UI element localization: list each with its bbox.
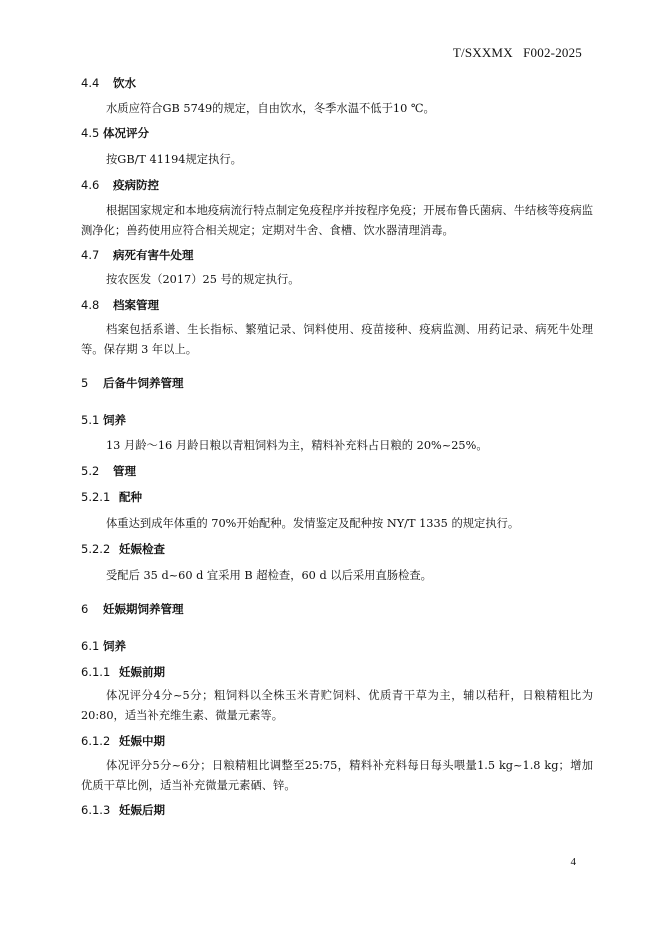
heading-title: 妊娠检查	[119, 542, 165, 556]
heading-title: 饮水	[113, 76, 136, 90]
paragraph-4-4: 水质应符合GB 5749的规定，自由饮水，冬季水温不低于10 ℃。	[106, 102, 435, 115]
heading-number: 6.1.3	[81, 803, 111, 817]
paragraph-4-6: 根据国家规定和本地疫病流行特点制定免疫程序并按程序免疫；开展布鲁氏菌病、牛结核等疫病监测净化；兽药使用应符合相关规定；定期对牛舍、食槽、饮水器清理消毒。	[81, 204, 593, 237]
heading-title: 饲养	[103, 413, 126, 427]
heading-number: 6.1	[81, 639, 100, 653]
heading-title: 妊娠中期	[119, 734, 165, 748]
paragraph-5-1: 13 月龄～16 月龄日粮以青粗饲料为主，精料补充料占日粮的 20%~25%。	[106, 439, 488, 452]
heading-6-1-3	[81, 802, 165, 818]
paragraph-4-8: 档案包括系谱、生长指标、繁殖记录、饲料使用、疫苗接种、疫病监测、用药记录、病死牛处理等。保存期 3 年以上。	[81, 323, 593, 356]
heading-title: 管理	[113, 464, 136, 478]
heading-6-1-1	[81, 664, 165, 680]
paragraph-6-1-1: 体况评分4分~5分；粗饲料以全株玉米青贮饲料、优质青干草为主，辅以秸秆，日粮精粗比为20:80，适当补充维生素、微量元素等。	[81, 689, 593, 722]
heading-title: 档案管理	[113, 298, 159, 312]
paragraph-5-2-1: 体重达到成年体重的 70%开始配种。发情鉴定及配种按 NY/T 1335 的规定执行。	[106, 517, 520, 530]
heading-4-7	[81, 247, 194, 263]
heading-title: 病死有害牛处理	[113, 248, 194, 262]
heading-4-4	[81, 75, 136, 91]
heading-number: 4.4	[81, 76, 100, 90]
heading-6-1-2	[81, 733, 165, 749]
heading-5-2-1	[81, 489, 142, 505]
heading-number: 4.7	[81, 248, 100, 262]
heading-number: 4.6	[81, 178, 100, 192]
heading-number: 4.8	[81, 298, 100, 312]
heading-title: 体况评分	[103, 126, 149, 140]
heading-4-8	[81, 297, 159, 313]
heading-title: 饲养	[103, 639, 126, 653]
heading-4-5	[81, 125, 149, 141]
page-number: 4	[570, 856, 576, 868]
heading-6	[81, 601, 184, 617]
heading-number: 6.1.1	[81, 665, 111, 679]
heading-title: 后备牛饲养管理	[103, 376, 184, 390]
heading-title: 妊娠后期	[119, 803, 165, 817]
heading-number: 5	[81, 376, 89, 390]
heading-title: 妊娠期饲养管理	[103, 602, 184, 616]
paragraph-4-5: 按GB/T 41194规定执行。	[106, 153, 242, 166]
heading-number: 5.2.1	[81, 490, 111, 504]
heading-title: 妊娠前期	[119, 665, 165, 679]
heading-4-6	[81, 177, 159, 193]
heading-number: 5.1	[81, 413, 100, 427]
paragraph-6-1-2: 体况评分5分~6分；日粮精粗比调整至25:75，精料补充料每日每头喂量1.5 kg~1.8 kg；增加优质干草比例，适当补充微量元素硒、锌。	[81, 759, 593, 792]
heading-title: 疫病防控	[113, 178, 159, 192]
heading-number: 5.2.2	[81, 542, 111, 556]
heading-5-1	[81, 412, 126, 428]
heading-5-2	[81, 463, 136, 479]
heading-6-1	[81, 638, 126, 654]
heading-5	[81, 375, 184, 391]
heading-number: 6.1.2	[81, 734, 111, 748]
paragraph-5-2-2: 受配后 35 d~60 d 宜采用 B 超检查，60 d 以后采用直肠检查。	[106, 569, 432, 582]
document-code-header: T/SXXMX F002-2025	[452, 45, 582, 60]
heading-number: 4.5	[81, 126, 100, 140]
heading-number: 6	[81, 602, 89, 616]
heading-5-2-2	[81, 541, 165, 557]
paragraph-4-7: 按农医发（2017）25 号的规定执行。	[106, 273, 300, 286]
heading-title: 配种	[119, 490, 142, 504]
heading-number: 5.2	[81, 464, 100, 478]
